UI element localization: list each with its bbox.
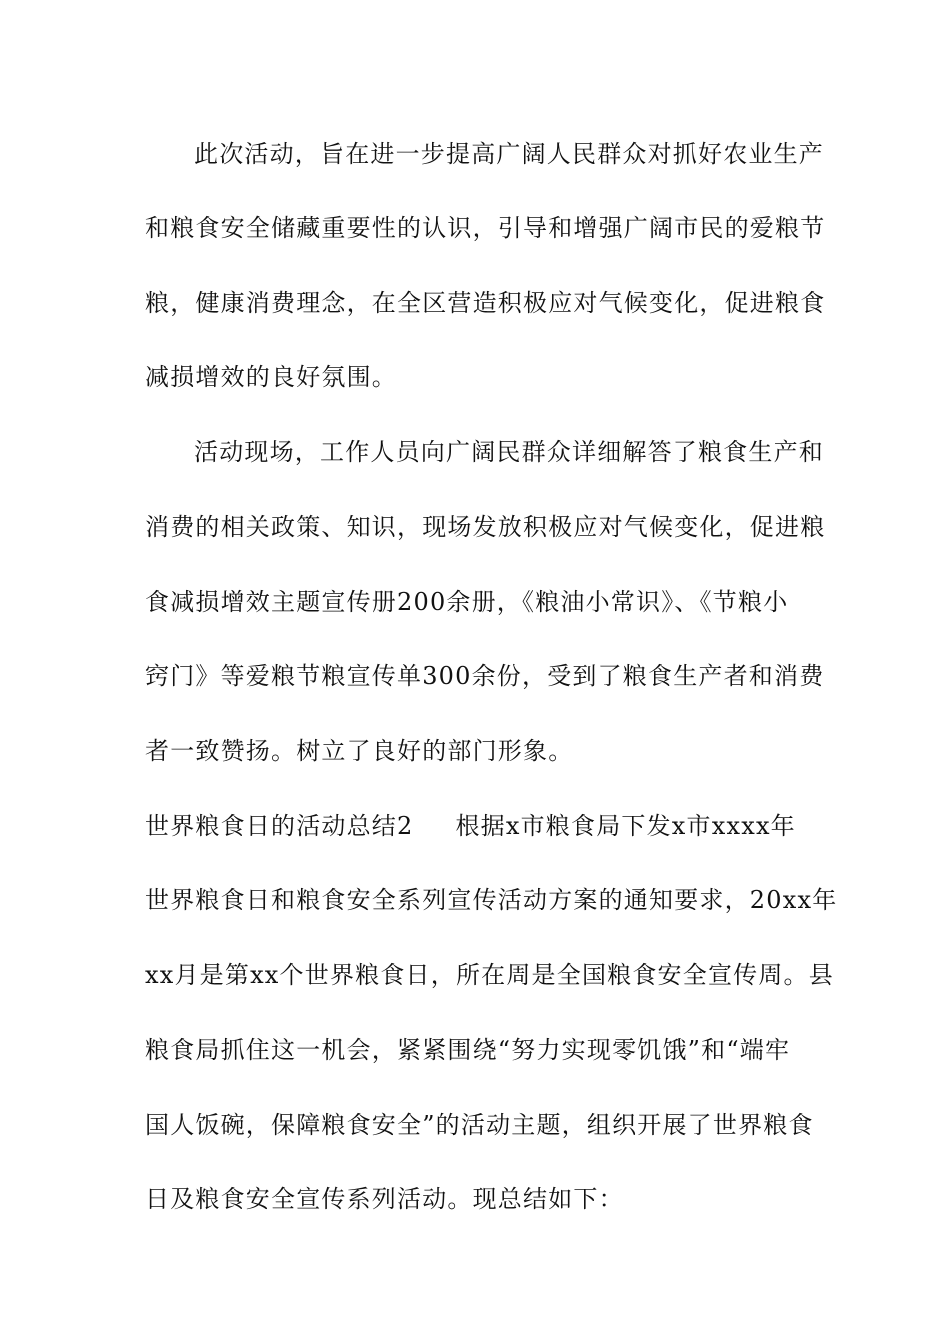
paragraph-1-line-4: 减损增效的良好氛围。 [145,363,397,391]
section-2-first-line [145,806,805,846]
section-2-heading: 世界粮食日的活动总结2 [145,812,414,840]
section-2-line-2: 世界粮食日和粮食安全系列宣传活动方案的通知要求，20xx年 [145,886,838,914]
paragraph-2-line-2: 消费的相关政策、知识，现场发放积极应对气候变化，促进粮 [145,513,826,541]
section-2-line-3: xx月是第xx个世界粮食日，所在周是全国粮食安全宣传周。县 [145,961,834,989]
paragraph-1-line-3: 粮，健康消费理念，在全区营造积极应对气候变化，促进粮食 [145,289,826,317]
paragraph-1-line-1: 此次活动，旨在进一步提高广阔人民群众对抓好农业生产 [194,140,824,168]
section-2-line-4: 粮食局抓住这一机会，紧紧围绕“努力实现零饥饿”和“端牢 [145,1036,791,1064]
paragraph-2-line-3: 食减损增效主题宣传册200余册，《粮油小常识》、《节粮小 [145,588,789,616]
section-2-line-1: 根据x市粮食局下发x市xxxx年 [455,812,796,840]
paragraph-2-line-4: 窍门》等爱粮节粮宣传单300余份，受到了粮食生产者和消费 [145,662,825,690]
section-2-line-6: 日及粮食安全宣传系列活动。现总结如下： [145,1185,624,1213]
paragraph-1-line-2: 和粮食安全储藏重要性的认识，引导和增强广阔市民的爱粮节 [145,214,826,242]
section-2-line-5: 国人饭碗，保障粮食安全”的活动主题，组织开展了世界粮食 [145,1111,814,1139]
paragraph-2-line-5: 者一致赞扬。树立了良好的部门形象。 [145,737,574,765]
paragraph-2-line-1: 活动现场，工作人员向广阔民群众详细解答了粮食生产和 [194,438,824,466]
